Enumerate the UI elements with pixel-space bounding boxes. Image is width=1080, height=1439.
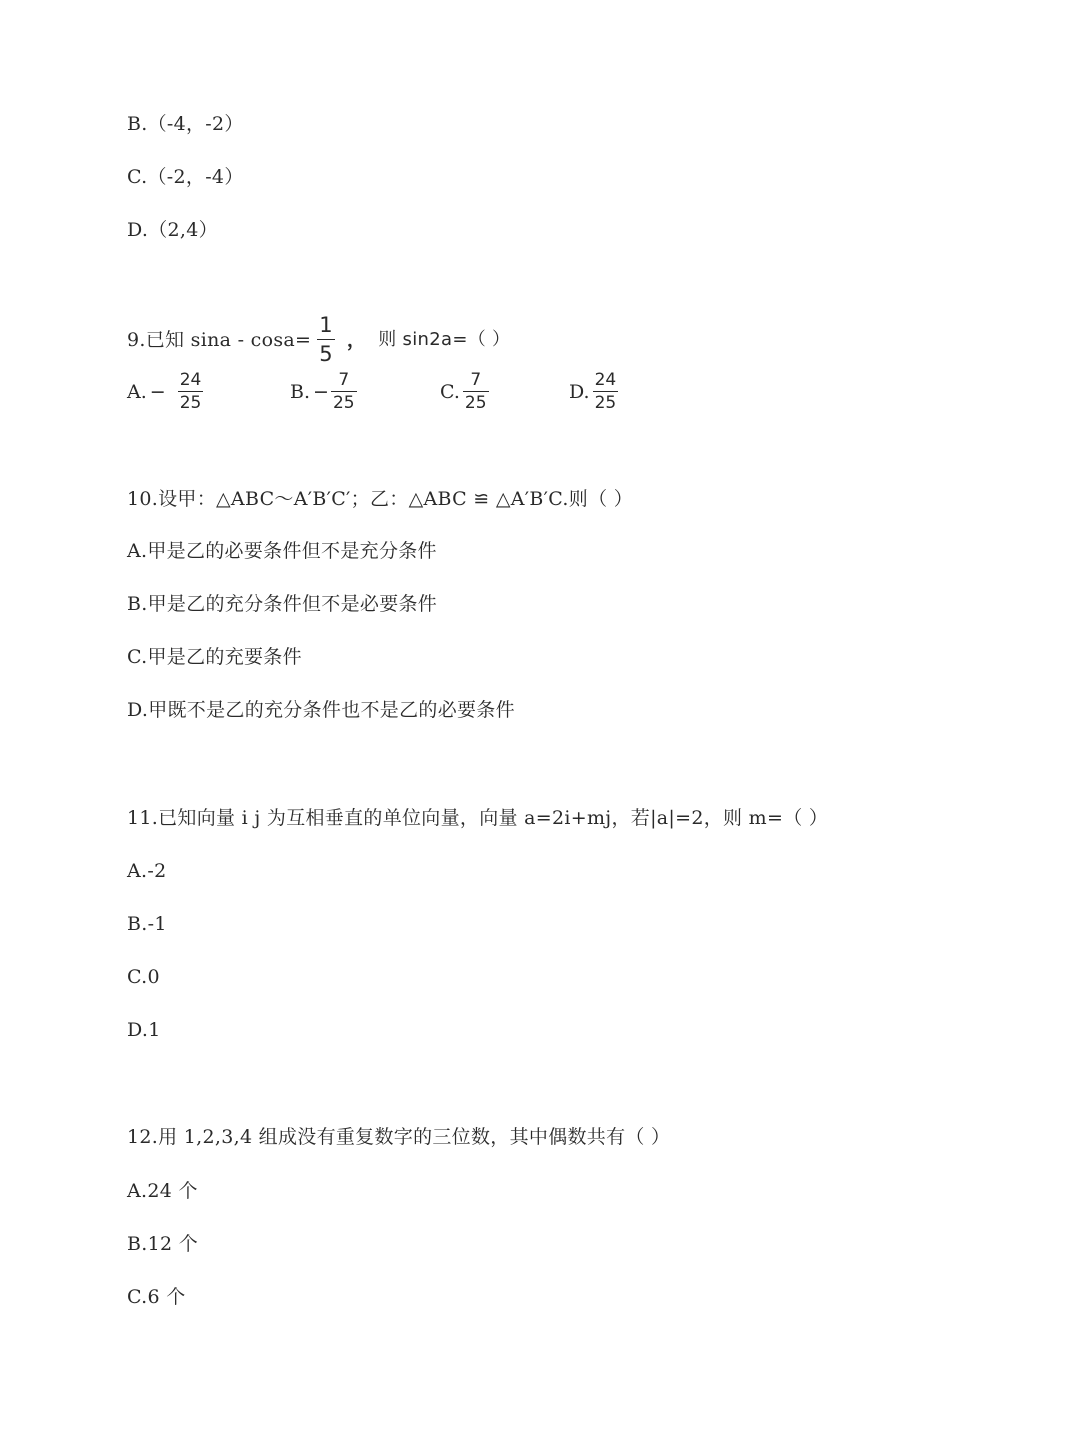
q10-option-d: D.甲既不是乙的充分条件也不是乙的必要条件 <box>127 699 515 721</box>
q9-option-a-denominator: 25 <box>179 393 202 413</box>
q9-option-b-numerator: 7 <box>331 372 357 392</box>
q11-option-b: B.-1 <box>127 913 167 935</box>
q9-option-a-numerator: 24 <box>179 370 202 390</box>
q11-option-a: A.-2 <box>127 860 167 882</box>
q9-option-c-denominator: 25 <box>464 393 487 413</box>
q12-option-b: B.12 个 <box>127 1233 199 1255</box>
q9-stem-suffix: 则 sin2a=（ ） <box>378 329 511 350</box>
q9-option-b-sign: − <box>313 381 329 403</box>
q9-option-a-sign: − <box>149 381 166 403</box>
q9-option-b-denominator: 25 <box>332 393 355 413</box>
q12-option-a: A.24 个 <box>127 1180 198 1202</box>
q11-stem: 11.已知向量 i j 为互相垂直的单位向量，向量 a=2i+mj，若|a|=2，则 m=（ ） <box>127 807 829 829</box>
q9-option-d-numerator: 24 <box>594 370 617 390</box>
q10-stem: 10.设甲：△ABC～A′B′C′；乙：△ABC ≌ △A′B′C.则（ ） <box>127 488 634 510</box>
q9-option-b-fraction <box>331 372 357 412</box>
q9-option-b-label: B. <box>290 381 311 403</box>
q8-option-b: B.（-4，-2） <box>127 113 244 135</box>
q9-option-a <box>127 368 203 416</box>
q8-option-d: D.（2,4） <box>127 219 218 241</box>
q12-stem: 12.用 1,2,3,4 组成没有重复数字的三位数，其中偶数共有（ ） <box>127 1126 671 1148</box>
q9-option-c <box>440 368 489 416</box>
q9-stem-prefix: 9.已知 sina - cosa= <box>127 329 312 351</box>
q9-option-b <box>290 368 357 416</box>
q9-option-d-denominator: 25 <box>594 393 617 413</box>
q9-stem-separator: ， <box>346 329 367 351</box>
q9-stem <box>127 312 510 368</box>
q9-option-d-label: D. <box>569 381 590 403</box>
q9-option-d <box>569 368 618 416</box>
q11-option-c: C.0 <box>127 966 160 988</box>
q9-fraction-denominator: 5 <box>319 342 333 366</box>
q10-option-c: C.甲是乙的充要条件 <box>127 646 302 668</box>
q9-option-c-numerator: 7 <box>463 372 489 392</box>
q10-option-a: A.甲是乙的必要条件但不是充分条件 <box>127 540 437 562</box>
q9-fraction-numerator: 1 <box>317 315 335 340</box>
q9-fraction <box>317 315 335 365</box>
q10-option-b: B.甲是乙的充分条件但不是必要条件 <box>127 593 438 615</box>
q8-option-c: C.（-2，-4） <box>127 166 244 188</box>
q12-option-c: C.6 个 <box>127 1286 186 1308</box>
q9-option-a-fraction <box>178 372 204 412</box>
q9-option-a-label: A. <box>127 381 147 403</box>
q9-option-c-label: C. <box>440 381 460 403</box>
q11-option-d: D.1 <box>127 1019 161 1041</box>
q9-option-c-fraction <box>463 372 489 412</box>
q9-option-d-fraction <box>593 372 619 412</box>
